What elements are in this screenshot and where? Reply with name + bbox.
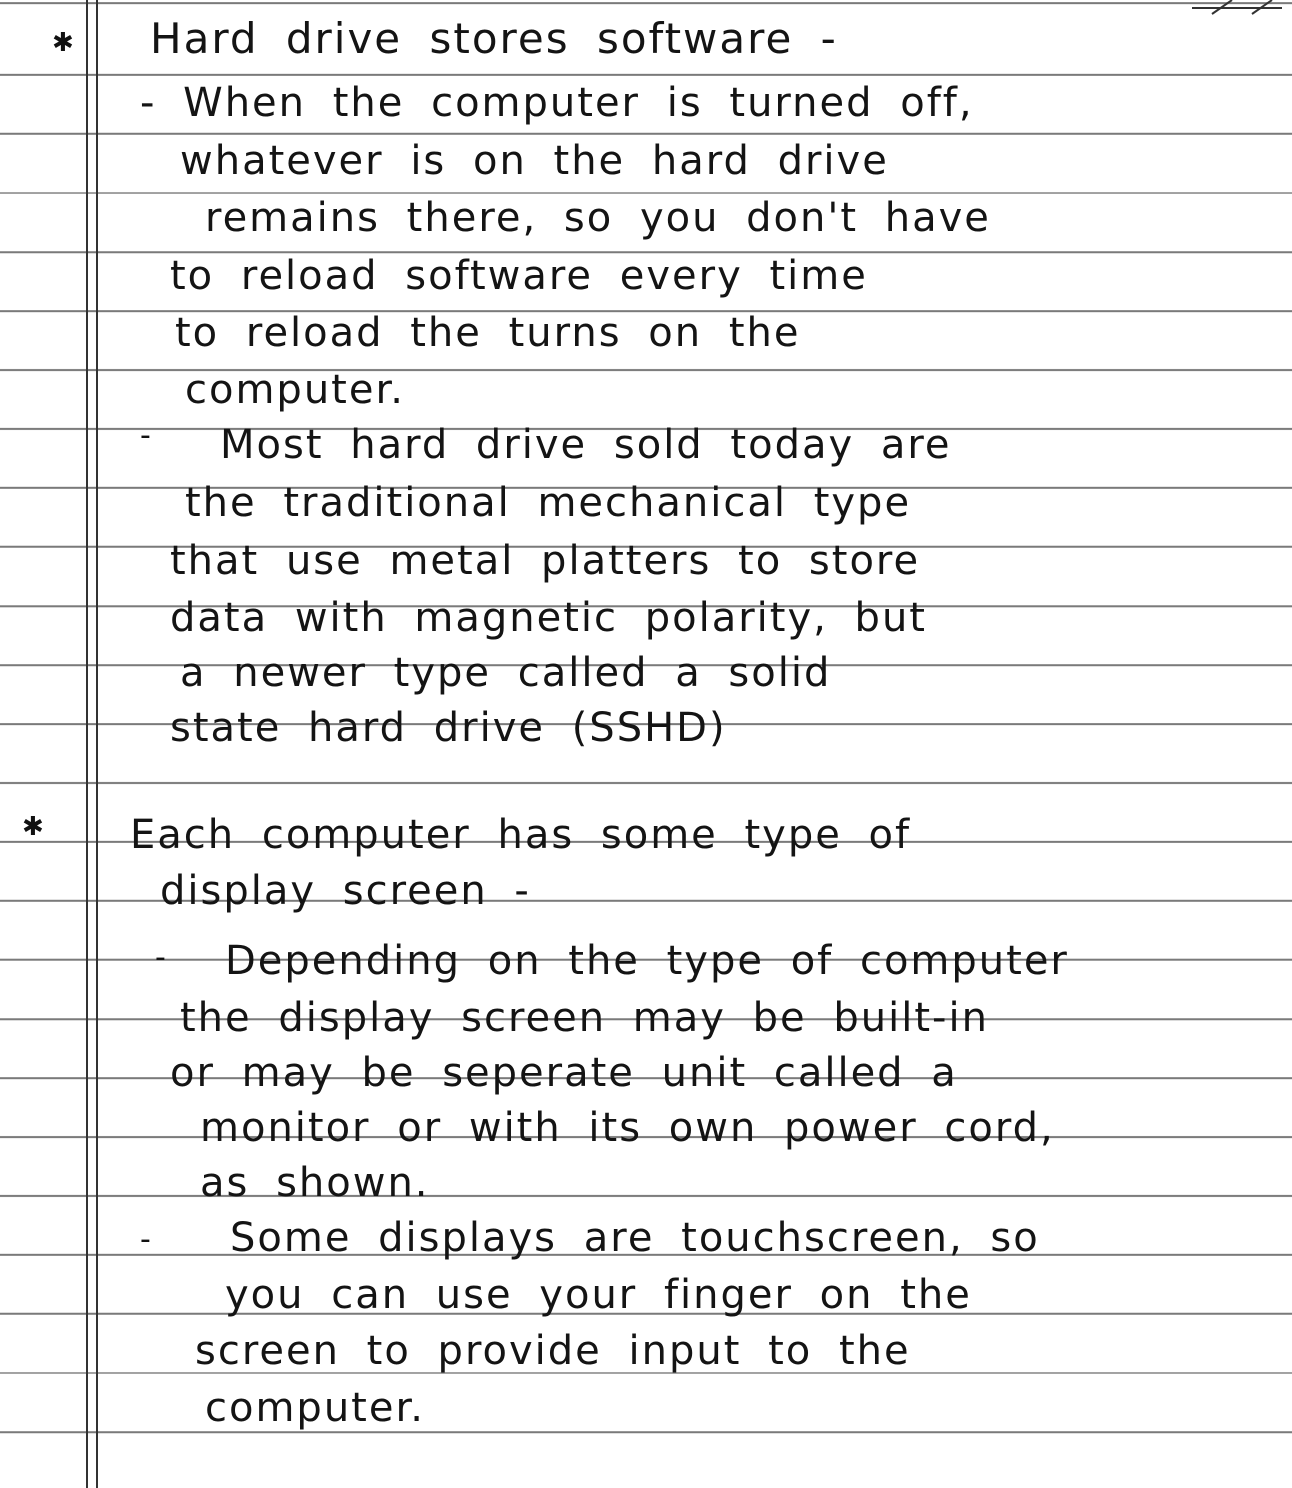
section2-p1-line1: Depending on the type of computer bbox=[225, 938, 1069, 984]
section2-p1-line3: or may be seperate unit called a bbox=[170, 1050, 958, 1096]
section1-p1-line4: to reload software every time bbox=[170, 253, 868, 299]
section2-p2-line3: screen to provide input to the bbox=[195, 1328, 911, 1374]
section1-p2-line4: data with magnetic polarity, but bbox=[170, 595, 927, 641]
margin-line-right bbox=[96, 0, 98, 1488]
section2-p2-line2: you can use your finger on the bbox=[225, 1272, 972, 1318]
section1-p1-line1: - When the computer is turned off, bbox=[140, 80, 974, 126]
bullet-star-icon: ✱ bbox=[52, 28, 74, 58]
section2-p2-line4: computer. bbox=[205, 1385, 425, 1431]
section1-p1-line6: computer. bbox=[185, 367, 405, 413]
bullet-dash-icon: - bbox=[155, 940, 166, 975]
section1-p2-line5: a newer type called a solid bbox=[180, 650, 832, 696]
section1-p2-line2: the traditional mechanical type bbox=[185, 480, 912, 526]
section1-p1-line5: to reload the turns on the bbox=[175, 310, 801, 356]
date-line-mark bbox=[1172, 0, 1292, 40]
section1-heading: Hard drive stores software - bbox=[150, 14, 838, 63]
section2-p1-line2: the display screen may be built-in bbox=[180, 995, 989, 1041]
section2-p2-line1: Some displays are touchscreen, so bbox=[230, 1215, 1040, 1261]
margin-line-left bbox=[86, 0, 88, 1488]
section2-p1-line4: monitor or with its own power cord, bbox=[200, 1105, 1055, 1151]
section1-p1-line2: whatever is on the hard drive bbox=[180, 138, 889, 184]
section1-p1-line3: remains there, so you don't have bbox=[205, 195, 991, 241]
section2-heading-line2: display screen - bbox=[160, 868, 531, 914]
section1-p2-line6: state hard drive (SSHD) bbox=[170, 705, 727, 751]
section1-p2-line3: that use metal platters to store bbox=[170, 538, 921, 584]
section2-p1-line5: as shown. bbox=[200, 1160, 430, 1206]
bullet-dash-icon: - bbox=[140, 1222, 151, 1257]
section1-p2-line1: Most hard drive sold today are bbox=[220, 422, 952, 468]
bullet-dash-icon: - bbox=[140, 418, 151, 453]
section2-heading: Each computer has some type of bbox=[130, 812, 912, 858]
bullet-star-icon: ✱ bbox=[22, 812, 44, 842]
